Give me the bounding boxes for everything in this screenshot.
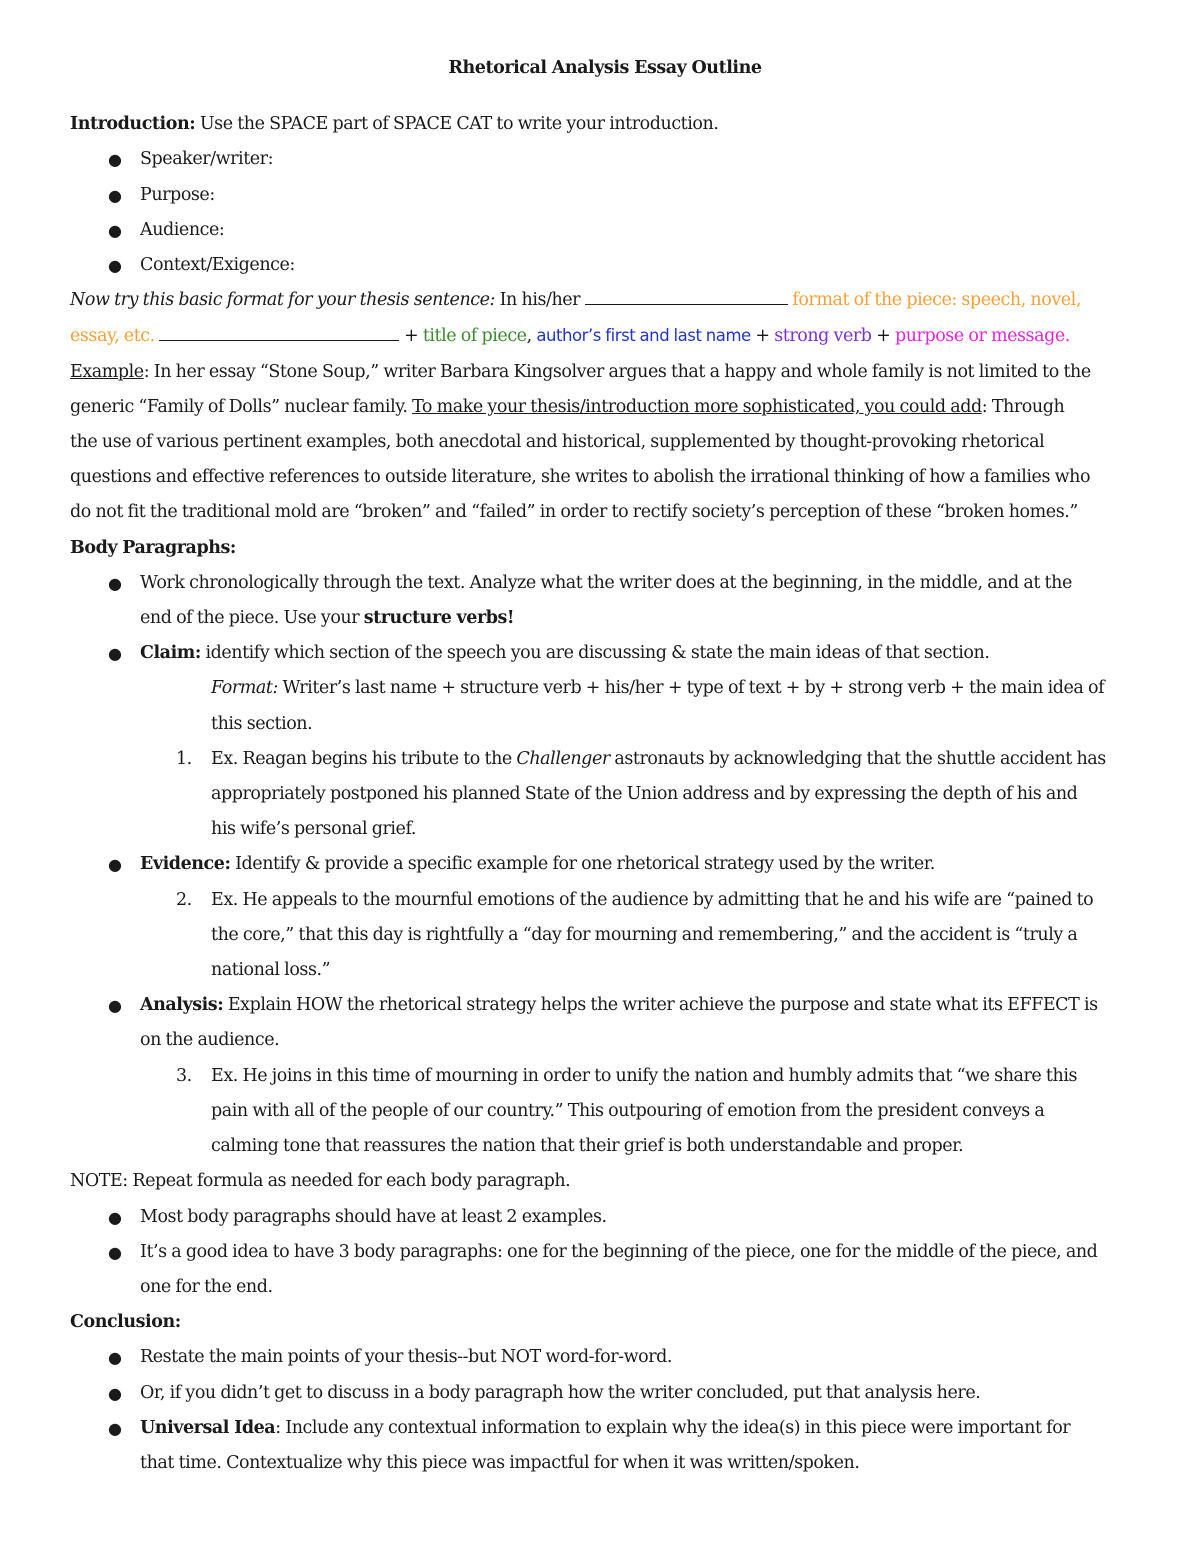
blank-line — [585, 286, 788, 305]
bullet-icon: ● — [108, 855, 122, 875]
claim-label: Claim: — [140, 643, 201, 664]
intro-text: Use the SPACE part of SPACE CAT to write your introduction. — [195, 114, 719, 135]
body-bullet-chronological-cont: end of the piece. Use your structure verbs! — [140, 608, 515, 629]
structure-verbs-emphasis: structure verbs! — [363, 608, 515, 629]
evidence-example-2: 2. Ex. He appeals to the mournful emotions of the audience by admitting that he and his wife are “pained to — [70, 883, 1140, 918]
bullet-icon: ● — [108, 220, 122, 240]
bullet-icon: ● — [108, 150, 122, 170]
intro-bullet: ● Audience: — [70, 213, 1140, 248]
list-number: 3. — [176, 1065, 192, 1086]
example-line-2: generic “Family of Dolls” nuclear family. To make your thesis/introduction more sophisticated, you could add: Through — [70, 396, 1065, 417]
note-bullet: ● Most body paragraphs should have at least 2 examples. — [70, 1200, 1140, 1235]
universal-idea-bullet: ● Universal Idea: Include any contextual information to explain why the idea(s) in this piece were important for — [70, 1411, 1140, 1446]
strong-verb-label: strong verb — [774, 326, 872, 347]
analysis-example-3-cont: pain with all of the people of our country.” This outpouring of emotion from the president conveys a — [211, 1100, 1045, 1121]
claim-example-1: 1. Ex. Reagan begins his tribute to the Challenger astronauts by acknowledging that the shuttle accident has — [70, 742, 1140, 777]
analysis-example-3-cont: calming tone that reassures the nation that their grief is both understandable and proper. — [211, 1136, 964, 1157]
intro-bullet: ● Context/Exigence: — [70, 248, 1140, 283]
document-title: Rhetorical Analysis Essay Outline — [448, 58, 762, 78]
bullet-icon: ● — [108, 1383, 122, 1403]
bullet-icon: ● — [108, 573, 122, 593]
bullet-icon: ● — [108, 1242, 122, 1262]
thesis-format-line-1: Now try this basic format for your thesis sentence: In his/her format of the piece: speech, novel, — [70, 283, 1140, 318]
bullet-icon: ● — [108, 1348, 122, 1368]
evidence-example-2-cont: national loss.” — [211, 960, 331, 981]
analysis-example-3: 3. Ex. He joins in this time of mourning in order to unify the nation and humbly admits that “we share this — [70, 1059, 1140, 1094]
thesis-format-line-2: essay, etc. + title of piece, author’s first and last name + strong verb + purpose or message. — [70, 318, 1140, 354]
note-text: NOTE: Repeat formula as needed for each body paragraph. — [70, 1171, 571, 1192]
note-bullet: ● It’s a good idea to have 3 body paragraphs: one for the beginning of the piece, one for the middle of the piece, and — [70, 1235, 1140, 1270]
bullet-icon: ● — [108, 256, 122, 276]
bullet-icon: ● — [108, 996, 122, 1016]
author-name-label: author’s first and last name — [536, 326, 751, 346]
claim-format-line-2: this section. — [211, 713, 313, 734]
list-number: 1. — [176, 748, 192, 769]
conclusion-heading: Conclusion: — [70, 1312, 181, 1333]
evidence-bullet: ● Evidence: Identify & provide a specific example for one rhetorical strategy used by the writer. — [70, 847, 1140, 882]
example-line-4: questions and effective references to outside literature, she writes to abolish the irrational thinking of how a families who — [70, 467, 1091, 488]
intro-paragraph — [70, 107, 1140, 142]
blank-line — [159, 322, 399, 341]
intro-heading: Introduction: — [70, 114, 196, 135]
claim-bullet: ● Claim: identify which section of the speech you are discussing & state the main ideas of that section. — [70, 636, 1140, 671]
example-line-1: Example: In her essay “Stone Soup,” writer Barbara Kingsolver argues that a happy and whole family is not limited to the — [70, 361, 1091, 382]
example-label: Example — [70, 361, 144, 382]
universal-idea-label: Universal Idea — [140, 1417, 276, 1438]
analysis-bullet: ● Analysis: Explain HOW the rhetorical strategy helps the writer achieve the purpose and state what its EFFECT is — [70, 988, 1140, 1023]
bullet-icon: ● — [108, 1418, 122, 1438]
claim-example-1-cont: his wife’s personal grief. — [211, 819, 416, 840]
intro-bullet-list — [70, 142, 1140, 283]
thesis-intro-italic: Now try this basic format for your thesis sentence: — [70, 290, 495, 311]
format-of-piece-label: format of the piece: speech, novel, — [787, 290, 1081, 311]
intro-bullet: ● Purpose: — [70, 178, 1140, 213]
sophisticated-thesis-tip: To make your thesis/introduction more sophisticated, you could add — [412, 396, 982, 417]
evidence-example-2-cont: the core,” that this day is rightfully a “day for mourning and remembering,” and the accident is “truly a — [211, 924, 1078, 945]
conclusion-bullet: ● Or, if you didn’t get to discuss in a body paragraph how the writer concluded, put that analysis here. — [70, 1376, 1140, 1411]
analysis-bullet-cont: on the audience. — [140, 1030, 280, 1051]
conclusion-bullet: ● Restate the main points of your thesis--but NOT word-for-word. — [70, 1340, 1140, 1375]
body-heading: Body Paragraphs: — [70, 537, 236, 558]
claim-example-1-cont: appropriately postponed his planned State of the Union address and by expressing the depth of his and — [211, 784, 1078, 805]
bullet-icon: ● — [108, 185, 122, 205]
body-bullet-chronological: ● Work chronologically through the text. Analyze what the writer does at the beginning, in the middle, and at the — [70, 566, 1140, 601]
claim-format-line-1: Format: Writer’s last name + structure verb + his/her + type of text + by + strong verb + the main idea of — [211, 678, 1105, 699]
note-bullet-cont: one for the end. — [140, 1276, 273, 1297]
example-line-3: the use of various pertinent examples, both anecdotal and historical, supplemented by thought-provoking rhetorical — [70, 432, 1045, 453]
intro-bullet: ● Speaker/writer: — [70, 142, 1140, 177]
document-page — [70, 50, 1140, 1481]
universal-idea-cont: that time. Contextualize why this piece was impactful for when it was written/spoken. — [140, 1452, 860, 1473]
list-number: 2. — [176, 889, 192, 910]
bullet-icon: ● — [108, 644, 122, 664]
example-line-5: do not fit the traditional mold are “broken” and “failed” in order to rectify society’s perception of these “broken homes.” — [70, 502, 1078, 523]
title-of-piece-label: title of piece — [422, 326, 527, 347]
evidence-label: Evidence: — [140, 854, 231, 875]
purpose-label: purpose or message. — [894, 326, 1070, 347]
bullet-icon: ● — [108, 1207, 122, 1227]
analysis-label: Analysis: — [140, 995, 224, 1016]
